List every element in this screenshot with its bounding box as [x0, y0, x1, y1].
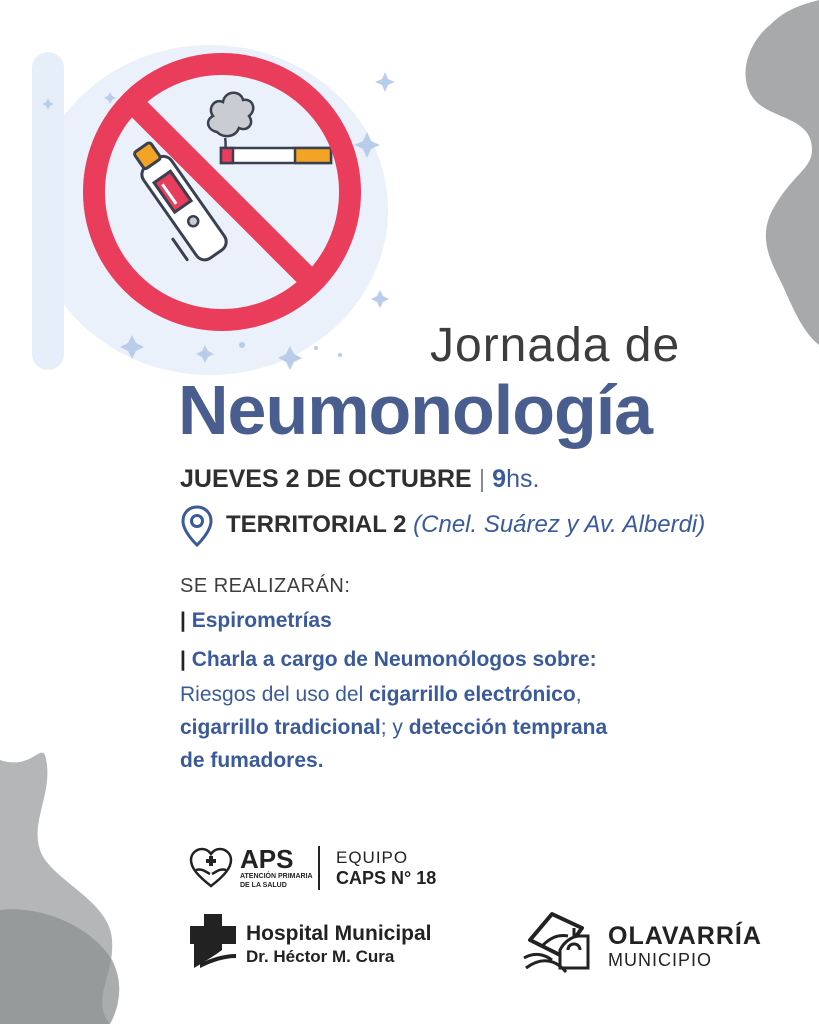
aps-logo: [188, 844, 448, 894]
municipio-sub: MUNICIPIO: [608, 950, 713, 970]
item-marker: |: [180, 648, 186, 671]
team-label: EQUIPO: [336, 848, 409, 867]
title-line-1: Jornada de: [430, 319, 681, 372]
activities-label: SE REALIZARÁN:: [180, 575, 351, 597]
event-address: (Cnel. Suárez y Av. Alberdi): [413, 511, 706, 538]
activity-description: [180, 678, 607, 777]
aps-subtitle-2: DE LA SALUD: [240, 882, 287, 889]
aps-heart-hands-icon: [188, 846, 234, 890]
desc-highlight: cigarrillo electrónico: [369, 683, 576, 706]
event-hour: 9: [492, 465, 507, 493]
municipio-emblem-icon: [522, 906, 598, 978]
team-name: CAPS N° 18: [336, 868, 437, 888]
aps-name: APS: [240, 844, 294, 874]
desc-highlight: detección temprana: [408, 716, 608, 739]
hospital-cross-icon: [190, 912, 238, 970]
cigarette-icon: [221, 148, 331, 163]
grey-cloud-shape: [746, 0, 819, 345]
hospital-doctor: Dr. Héctor M. Cura: [246, 947, 395, 966]
page-title: Neumonología: [178, 371, 653, 449]
hospital-logo: [190, 912, 460, 972]
municipio-logo: [522, 906, 772, 978]
activity-item-label: Espirometrías: [191, 609, 332, 632]
desc-text: ; y: [380, 716, 409, 739]
event-hour-suffix: hs.: [506, 465, 540, 493]
activity-item: [180, 648, 597, 672]
desc-text: Riesgos del uso del: [180, 683, 370, 706]
event-place: TERRITORIAL 2: [226, 511, 407, 538]
logo-divider: [318, 846, 320, 890]
location-pin-icon: [180, 504, 214, 548]
no-smoking-sign-icon: [80, 50, 370, 340]
activity-item-label: Charla a cargo de Neumonólogos sobre:: [191, 648, 597, 671]
municipio-name: OLAVARRÍA: [608, 922, 762, 950]
hospital-name: Hospital Municipal: [246, 922, 432, 945]
event-date: JUEVES 2 DE OCTUBRE: [180, 465, 472, 493]
date-line: [180, 465, 539, 494]
aps-subtitle-1: ATENCIÓN PRIMARIA: [240, 873, 313, 880]
desc-highlight: cigarrillo tradicional: [180, 716, 381, 739]
place-line: [226, 511, 705, 539]
item-marker: |: [180, 609, 186, 632]
desc-highlight: de fumadores.: [180, 749, 324, 772]
desc-text: ,: [575, 683, 582, 706]
date-separator: |: [478, 465, 486, 493]
activity-item: [180, 609, 332, 633]
